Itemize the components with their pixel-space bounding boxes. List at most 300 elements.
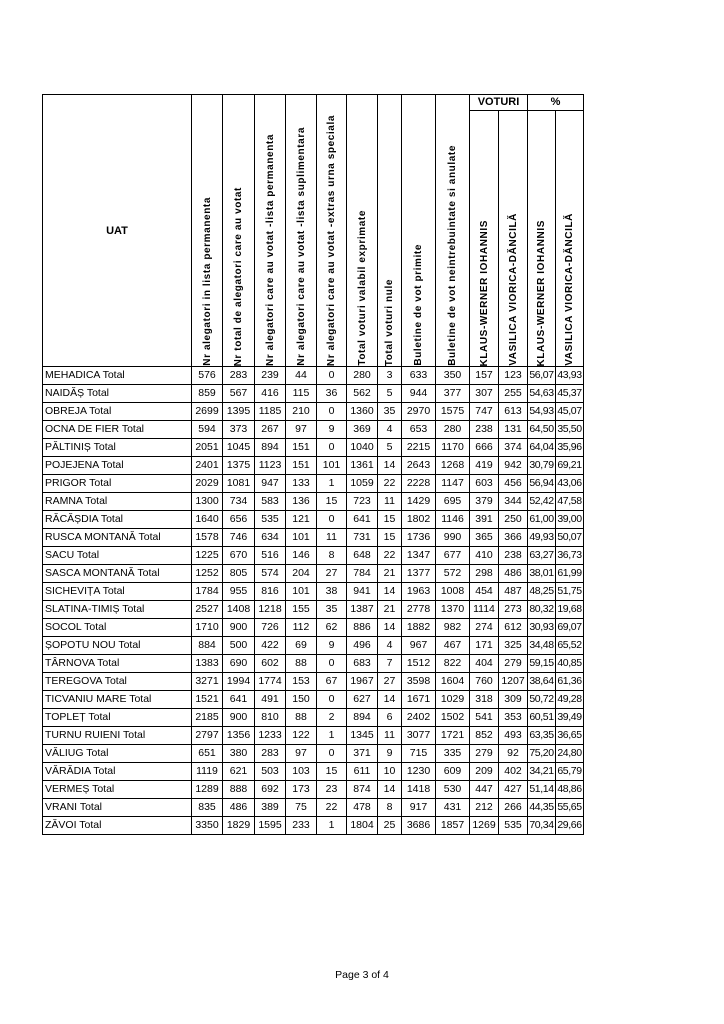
value-cell: 894	[347, 709, 378, 727]
value-cell: 594	[192, 421, 223, 439]
table-row	[43, 385, 584, 403]
value-cell: 947	[255, 475, 286, 493]
uat-name-cell: VERMEȘ Total	[43, 781, 192, 799]
uat-name-cell: SICHEVIȚA Total	[43, 583, 192, 601]
value-cell: 97	[286, 421, 317, 439]
value-cell: 1882	[402, 619, 436, 637]
uat-name-cell: RUSCA MONTANĂ Total	[43, 529, 192, 547]
value-cell: 64,04	[528, 439, 556, 457]
value-cell: 1575	[436, 403, 470, 421]
value-cell: 153	[286, 673, 317, 691]
header-col-8: Buletine de vot primite	[402, 95, 436, 367]
value-cell: 47,58	[556, 493, 584, 511]
value-cell: 1185	[255, 403, 286, 421]
value-cell: 486	[223, 799, 255, 817]
value-cell: 3686	[402, 817, 436, 835]
value-cell: 491	[255, 691, 286, 709]
value-cell: 1721	[436, 727, 470, 745]
value-cell: 478	[347, 799, 378, 817]
value-cell: 1300	[192, 493, 223, 511]
value-cell: 1147	[436, 475, 470, 493]
value-cell: 656	[223, 511, 255, 529]
value-cell: 427	[499, 781, 528, 799]
value-cell: 1123	[255, 457, 286, 475]
value-cell: 447	[470, 781, 499, 799]
uat-name-cell: VĂRĂDIA Total	[43, 763, 192, 781]
value-cell: 35,96	[556, 439, 584, 457]
value-cell: 2	[317, 709, 347, 727]
value-cell: 1	[317, 727, 347, 745]
value-cell: 21	[378, 601, 402, 619]
value-cell: 1146	[436, 511, 470, 529]
value-cell: 49,93	[528, 529, 556, 547]
value-cell: 1045	[223, 439, 255, 457]
value-cell: 101	[317, 457, 347, 475]
header-col-7: Total voturi nule	[378, 95, 402, 367]
value-cell: 133	[286, 475, 317, 493]
value-cell: 0	[317, 745, 347, 763]
value-cell: 1370	[436, 601, 470, 619]
value-cell: 816	[255, 583, 286, 601]
value-cell: 38,64	[528, 673, 556, 691]
value-cell: 55,65	[556, 799, 584, 817]
value-cell: 39,00	[556, 511, 584, 529]
value-cell: 402	[499, 763, 528, 781]
value-cell: 92	[499, 745, 528, 763]
value-cell: 101	[286, 529, 317, 547]
value-cell: 374	[499, 439, 528, 457]
value-cell: 967	[402, 637, 436, 655]
value-cell: 131	[499, 421, 528, 439]
value-cell: 894	[255, 439, 286, 457]
value-cell: 9	[378, 745, 402, 763]
value-cell: 25	[378, 817, 402, 835]
header-col-9: Buletine de vot neintrebuintate si anulate	[436, 95, 470, 367]
value-cell: 4	[378, 421, 402, 439]
value-cell: 562	[347, 385, 378, 403]
value-cell: 43,06	[556, 475, 584, 493]
value-cell: 1429	[402, 493, 436, 511]
value-cell: 24,80	[556, 745, 584, 763]
value-cell: 61,36	[556, 673, 584, 691]
value-cell: 391	[470, 511, 499, 529]
value-cell: 500	[223, 637, 255, 655]
uat-name-cell: VĂLIUG Total	[43, 745, 192, 763]
uat-name-cell: SLATINA-TIMIȘ Total	[43, 601, 192, 619]
value-cell: 1857	[436, 817, 470, 835]
value-cell: 874	[347, 781, 378, 799]
value-cell: 373	[223, 421, 255, 439]
table-row	[43, 403, 584, 421]
value-cell: 204	[286, 565, 317, 583]
value-cell: 122	[286, 727, 317, 745]
table-row	[43, 799, 584, 817]
value-cell: 653	[402, 421, 436, 439]
uat-name-cell: MEHADICA Total	[43, 367, 192, 385]
value-cell: 155	[286, 601, 317, 619]
value-cell: 64,50	[528, 421, 556, 439]
value-cell: 44,35	[528, 799, 556, 817]
value-cell: 1029	[436, 691, 470, 709]
value-cell: 11	[317, 529, 347, 547]
value-cell: 52,42	[528, 493, 556, 511]
value-cell: 309	[499, 691, 528, 709]
value-cell: 487	[499, 583, 528, 601]
value-cell: 3	[378, 367, 402, 385]
value-cell: 69	[286, 637, 317, 655]
value-cell: 1040	[347, 439, 378, 457]
value-cell: 1502	[436, 709, 470, 727]
value-cell: 38,01	[528, 565, 556, 583]
table-row	[43, 781, 584, 799]
value-cell: 60,51	[528, 709, 556, 727]
value-cell: 1230	[402, 763, 436, 781]
value-cell: 1207	[499, 673, 528, 691]
value-cell: 715	[402, 745, 436, 763]
value-cell: 5	[378, 439, 402, 457]
uat-name-cell: SOCOL Total	[43, 619, 192, 637]
value-cell: 67	[317, 673, 347, 691]
value-cell: 69,07	[556, 619, 584, 637]
value-cell: 35	[317, 601, 347, 619]
header-group-voturi: VOTURI	[470, 95, 528, 111]
value-cell: 250	[499, 511, 528, 529]
value-cell: 1802	[402, 511, 436, 529]
value-cell: 1383	[192, 655, 223, 673]
table-row	[43, 367, 584, 385]
value-cell: 695	[436, 493, 470, 511]
value-cell: 151	[286, 439, 317, 457]
value-cell: 431	[436, 799, 470, 817]
value-cell: 255	[499, 385, 528, 403]
header-col-3: Nr alegatori care au votat -lista permanenta	[255, 95, 286, 367]
value-cell: 157	[470, 367, 499, 385]
value-cell: 1994	[223, 673, 255, 691]
header-col-2: Nr total de alegatori care au votat	[223, 95, 255, 367]
value-cell: 48,86	[556, 781, 584, 799]
value-cell: 150	[286, 691, 317, 709]
value-cell: 2228	[402, 475, 436, 493]
value-cell: 325	[499, 637, 528, 655]
value-cell: 1361	[347, 457, 378, 475]
value-cell: 810	[255, 709, 286, 727]
value-cell: 611	[347, 763, 378, 781]
value-cell: 690	[223, 655, 255, 673]
value-cell: 574	[255, 565, 286, 583]
value-cell: 1347	[402, 547, 436, 565]
value-cell: 112	[286, 619, 317, 637]
value-cell: 692	[255, 781, 286, 799]
table-row	[43, 727, 584, 745]
uat-name-cell: TICVANIU MARE Total	[43, 691, 192, 709]
value-cell: 613	[499, 403, 528, 421]
value-cell: 61,00	[528, 511, 556, 529]
table-row	[43, 619, 584, 637]
value-cell: 1375	[223, 457, 255, 475]
value-cell: 1604	[436, 673, 470, 691]
value-cell: 136	[286, 493, 317, 511]
value-cell: 115	[286, 385, 317, 403]
value-cell: 602	[255, 655, 286, 673]
value-cell: 2401	[192, 457, 223, 475]
value-cell: 422	[255, 637, 286, 655]
uat-name-cell: OCNA DE FIER Total	[43, 421, 192, 439]
value-cell: 3077	[402, 727, 436, 745]
value-cell: 38	[317, 583, 347, 601]
value-cell: 209	[470, 763, 499, 781]
value-cell: 493	[499, 727, 528, 745]
value-cell: 51,14	[528, 781, 556, 799]
value-cell: 633	[402, 367, 436, 385]
value-cell: 641	[223, 691, 255, 709]
value-cell: 567	[223, 385, 255, 403]
value-cell: 283	[223, 367, 255, 385]
value-cell: 210	[286, 403, 317, 421]
value-cell: 1784	[192, 583, 223, 601]
value-cell: 51,75	[556, 583, 584, 601]
uat-name-cell: OBREJA Total	[43, 403, 192, 421]
header-col-6: Total voturi valabil exprimate	[347, 95, 378, 367]
table-body	[43, 367, 584, 835]
value-cell: 36	[317, 385, 347, 403]
table-row	[43, 475, 584, 493]
uat-name-cell: TEREGOVA Total	[43, 673, 192, 691]
value-cell: 503	[255, 763, 286, 781]
value-cell: 43,93	[556, 367, 584, 385]
value-cell: 6	[378, 709, 402, 727]
value-cell: 1233	[255, 727, 286, 745]
value-cell: 884	[192, 637, 223, 655]
value-cell: 576	[192, 367, 223, 385]
value-cell: 2643	[402, 457, 436, 475]
value-cell: 62	[317, 619, 347, 637]
value-cell: 941	[347, 583, 378, 601]
value-cell: 44	[286, 367, 317, 385]
value-cell: 516	[255, 547, 286, 565]
value-cell: 852	[470, 727, 499, 745]
value-cell: 23	[317, 781, 347, 799]
uat-name-cell: TOPLEȚ Total	[43, 709, 192, 727]
value-cell: 123	[499, 367, 528, 385]
value-cell: 530	[436, 781, 470, 799]
page-footer: Page 3 of 4	[335, 969, 389, 981]
value-cell: 54,93	[528, 403, 556, 421]
value-cell: 35	[378, 403, 402, 421]
value-cell: 2527	[192, 601, 223, 619]
header-group-percent: %	[528, 95, 584, 111]
value-cell: 380	[223, 745, 255, 763]
header-votes-iohannis: KLAUS-WERNER IOHANNIS	[470, 111, 499, 367]
value-cell: 1804	[347, 817, 378, 835]
value-cell: 369	[347, 421, 378, 439]
value-cell: 1578	[192, 529, 223, 547]
value-cell: 307	[470, 385, 499, 403]
header-uat: UAT	[43, 95, 192, 367]
value-cell: 723	[347, 493, 378, 511]
value-cell: 416	[255, 385, 286, 403]
table-row	[43, 583, 584, 601]
value-cell: 279	[470, 745, 499, 763]
table-row	[43, 547, 584, 565]
table-row	[43, 637, 584, 655]
value-cell: 8	[317, 547, 347, 565]
value-cell: 747	[470, 403, 499, 421]
value-cell: 7	[378, 655, 402, 673]
value-cell: 2215	[402, 439, 436, 457]
value-cell: 410	[470, 547, 499, 565]
uat-name-cell: ȘOPOTU NOU Total	[43, 637, 192, 655]
value-cell: 982	[436, 619, 470, 637]
value-cell: 11	[378, 493, 402, 511]
value-cell: 1512	[402, 655, 436, 673]
value-cell: 80,32	[528, 601, 556, 619]
value-cell: 726	[255, 619, 286, 637]
table-row	[43, 421, 584, 439]
value-cell: 45,37	[556, 385, 584, 403]
value-cell: 1170	[436, 439, 470, 457]
value-cell: 15	[378, 511, 402, 529]
value-cell: 63,35	[528, 727, 556, 745]
value-cell: 70,34	[528, 817, 556, 835]
value-cell: 283	[255, 745, 286, 763]
value-cell: 233	[286, 817, 317, 835]
value-cell: 61,99	[556, 565, 584, 583]
value-cell: 371	[347, 745, 378, 763]
value-cell: 634	[255, 529, 286, 547]
value-cell: 280	[347, 367, 378, 385]
table-row	[43, 709, 584, 727]
value-cell: 88	[286, 655, 317, 673]
value-cell: 50,07	[556, 529, 584, 547]
value-cell: 151	[286, 457, 317, 475]
value-cell: 486	[499, 565, 528, 583]
value-cell: 274	[470, 619, 499, 637]
uat-name-cell: TÂRNOVA Total	[43, 655, 192, 673]
table-row	[43, 565, 584, 583]
header-percent-dancila: VASILICA VIORICA-DĂNCILĂ	[556, 111, 584, 367]
table-row	[43, 493, 584, 511]
header-percent-iohannis: KLAUS-WERNER IOHANNIS	[528, 111, 556, 367]
value-cell: 955	[223, 583, 255, 601]
value-cell: 496	[347, 637, 378, 655]
value-cell: 1360	[347, 403, 378, 421]
uat-name-cell: NAIDĂȘ Total	[43, 385, 192, 403]
value-cell: 900	[223, 709, 255, 727]
value-cell: 27	[378, 673, 402, 691]
value-cell: 1269	[470, 817, 499, 835]
value-cell: 1671	[402, 691, 436, 709]
value-cell: 888	[223, 781, 255, 799]
value-cell: 279	[499, 655, 528, 673]
results-table	[42, 94, 584, 835]
value-cell: 48,25	[528, 583, 556, 601]
value-cell: 21	[378, 565, 402, 583]
value-cell: 54,63	[528, 385, 556, 403]
uat-name-cell: SASCA MONTANĂ Total	[43, 565, 192, 583]
value-cell: 0	[317, 439, 347, 457]
value-cell: 1218	[255, 601, 286, 619]
value-cell: 1408	[223, 601, 255, 619]
value-cell: 1710	[192, 619, 223, 637]
value-cell: 3271	[192, 673, 223, 691]
value-cell: 1268	[436, 457, 470, 475]
value-cell: 11	[378, 727, 402, 745]
uat-name-cell: SACU Total	[43, 547, 192, 565]
value-cell: 14	[378, 691, 402, 709]
value-cell: 612	[499, 619, 528, 637]
value-cell: 318	[470, 691, 499, 709]
value-cell: 22	[378, 547, 402, 565]
value-cell: 1521	[192, 691, 223, 709]
value-cell: 88	[286, 709, 317, 727]
value-cell: 760	[470, 673, 499, 691]
value-cell: 648	[347, 547, 378, 565]
value-cell: 353	[499, 709, 528, 727]
value-cell: 1418	[402, 781, 436, 799]
value-cell: 2699	[192, 403, 223, 421]
value-cell: 30,79	[528, 457, 556, 475]
value-cell: 683	[347, 655, 378, 673]
results-table-container	[42, 94, 584, 835]
value-cell: 69,21	[556, 457, 584, 475]
value-cell: 238	[470, 421, 499, 439]
table-row	[43, 457, 584, 475]
uat-name-cell: PĂLTINIȘ Total	[43, 439, 192, 457]
value-cell: 75	[286, 799, 317, 817]
value-cell: 389	[255, 799, 286, 817]
value-cell: 621	[223, 763, 255, 781]
value-cell: 350	[436, 367, 470, 385]
value-cell: 50,72	[528, 691, 556, 709]
value-cell: 146	[286, 547, 317, 565]
uat-name-cell: TURNU RUIENI Total	[43, 727, 192, 745]
value-cell: 65,79	[556, 763, 584, 781]
value-cell: 2402	[402, 709, 436, 727]
value-cell: 173	[286, 781, 317, 799]
value-cell: 1395	[223, 403, 255, 421]
value-cell: 56,07	[528, 367, 556, 385]
value-cell: 1289	[192, 781, 223, 799]
value-cell: 335	[436, 745, 470, 763]
value-cell: 666	[470, 439, 499, 457]
value-cell: 1595	[255, 817, 286, 835]
value-cell: 1345	[347, 727, 378, 745]
value-cell: 280	[436, 421, 470, 439]
value-cell: 1963	[402, 583, 436, 601]
value-cell: 9	[317, 421, 347, 439]
value-cell: 9	[317, 637, 347, 655]
value-cell: 627	[347, 691, 378, 709]
value-cell: 22	[378, 475, 402, 493]
value-cell: 3350	[192, 817, 223, 835]
value-cell: 97	[286, 745, 317, 763]
value-cell: 8	[378, 799, 402, 817]
value-cell: 1829	[223, 817, 255, 835]
value-cell: 651	[192, 745, 223, 763]
value-cell: 1059	[347, 475, 378, 493]
value-cell: 677	[436, 547, 470, 565]
value-cell: 859	[192, 385, 223, 403]
table-row	[43, 529, 584, 547]
value-cell: 1	[317, 817, 347, 835]
value-cell: 2778	[402, 601, 436, 619]
value-cell: 541	[470, 709, 499, 727]
value-cell: 267	[255, 421, 286, 439]
table-row	[43, 691, 584, 709]
value-cell: 454	[470, 583, 499, 601]
header-votes-dancila: VASILICA VIORICA-DĂNCILĂ	[499, 111, 528, 367]
value-cell: 2797	[192, 727, 223, 745]
